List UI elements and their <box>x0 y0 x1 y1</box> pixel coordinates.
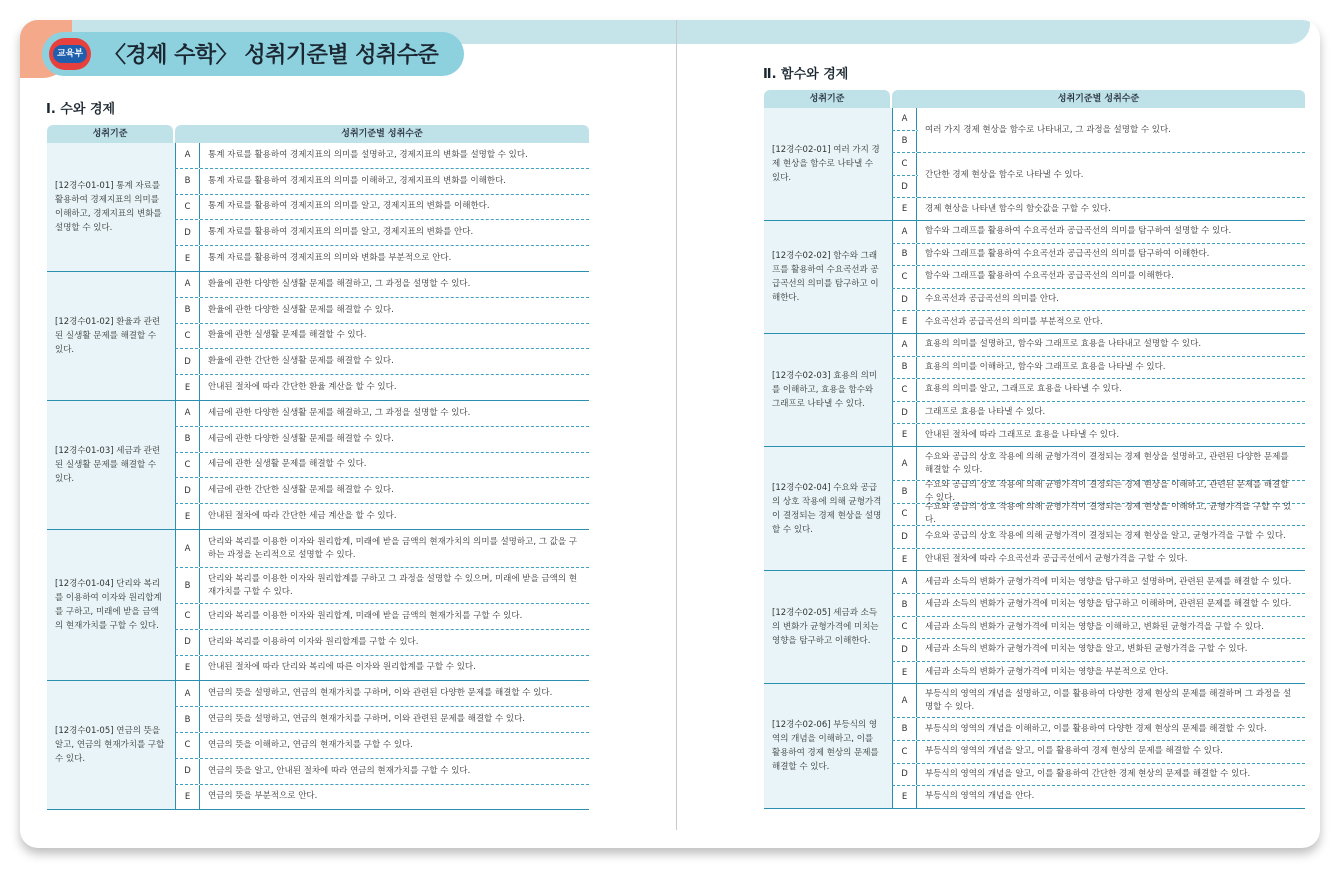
level-row <box>175 195 589 221</box>
level-description: 안내된 절차에 따라 수요곡선과 공급곡선에서 균형가격을 구할 수 있다. <box>925 554 1188 565</box>
level-row <box>175 478 589 504</box>
level-description: 부등식의 영역의 개념을 안다. <box>925 791 1035 802</box>
level-label: E <box>892 662 917 684</box>
level-label: D <box>892 176 917 198</box>
level-label: B <box>175 568 200 603</box>
level-row <box>175 681 589 707</box>
level-description: 세금에 관한 간단한 실생활 문제를 해결할 수 있다. <box>208 485 394 496</box>
level-label: E <box>892 198 917 220</box>
level-label: E <box>892 424 917 446</box>
merged-level-description: 간단한 경제 현상을 함수로 나타낼 수 있다. <box>918 153 1305 198</box>
level-row <box>892 289 1305 312</box>
level-label: D <box>175 478 200 503</box>
left-section-title: Ⅰ. 수와 경제 <box>46 102 116 117</box>
level-row <box>892 526 1305 549</box>
level-row <box>892 786 1305 809</box>
standard-text: [12경수02-04] 수요와 공급의 상호 작용에 의해 균형가격이 결정되는 경제 현상을 설명할 수 있다. <box>772 482 882 535</box>
level-row <box>892 549 1305 572</box>
level-label: C <box>175 324 200 349</box>
standard-group <box>47 681 589 810</box>
standard-group <box>764 684 1305 808</box>
level-label: B <box>175 707 200 732</box>
level-description: 함수와 그래프를 활용하여 수요곡선과 공급곡선의 의미를 탐구하여 이해한다. <box>925 248 1210 259</box>
level-description: 통계 자료를 활용하여 경제지표의 의미를 이해하고, 경제지표의 변화를 이해한다. <box>208 175 506 186</box>
level-row <box>175 427 589 453</box>
standard-text: [12경수02-06] 부등식의 영역의 개념을 이해하고, 이를 활용하여 경제 현상의 문제를 해결할 수 있다. <box>772 720 879 773</box>
standard-group <box>47 143 589 272</box>
level-label: A <box>175 681 200 706</box>
level-description: 안내된 절차에 따라 간단한 환율 계산을 할 수 있다. <box>208 382 397 393</box>
level-label: D <box>175 220 200 245</box>
level-description: 그래프로 효용을 나타낼 수 있다. <box>925 407 1046 418</box>
level-row <box>175 656 589 682</box>
level-row <box>892 504 1305 527</box>
level-description: 통계 자료를 활용하여 경제지표의 의미를 설명하고, 경제지표의 변화를 설명할 수 있다. <box>208 149 528 160</box>
level-description: 세금과 소득의 변화가 균형가격에 미치는 영향을 부분적으로 안다. <box>925 667 1169 678</box>
level-label: A <box>175 530 200 567</box>
level-description: 통계 자료를 활용하여 경제지표의 의미를 알고, 경제지표의 변화를 이해한다. <box>208 201 490 212</box>
level-row <box>175 504 589 530</box>
level-label: B <box>175 169 200 194</box>
standard-cell <box>47 143 175 272</box>
level-row <box>892 481 1305 504</box>
page-title: 〈경제 수학〉 성취기준별 성취수준 <box>104 43 439 68</box>
standard-cell <box>47 401 175 530</box>
level-label: C <box>175 733 200 758</box>
level-label: C <box>175 195 200 220</box>
standard-group <box>47 272 589 401</box>
level-label: B <box>892 244 917 266</box>
level-description: 수요와 공급의 상호 작용에 의해 균형가격이 결정되는 경제 현상을 이해하고, 균형가격을 구할 수 있다. <box>925 502 1292 526</box>
level-description: 세금과 소득의 변화가 균형가격에 미치는 영향을 탐구하고 설명하며, 관련된 문제를 해결할 수 있다. <box>925 576 1292 587</box>
level-row <box>175 733 589 759</box>
standard-group <box>764 571 1305 684</box>
level-row <box>175 630 589 656</box>
level-row <box>175 375 589 401</box>
level-row <box>892 617 1305 640</box>
level-label: C <box>175 604 200 629</box>
standard-group <box>764 447 1305 571</box>
level-description: 단리와 복리를 이용한 이자와 원리합계, 미래에 받을 금액의 현재가치의 의미를 설명하고, 그 값을 구하는 과정을 논리적으로 설명할 수 있다. <box>208 536 577 560</box>
level-label: C <box>892 741 917 763</box>
level-description: 연금의 뜻을 부분적으로 안다. <box>208 791 318 802</box>
level-description: 안내된 절차에 따라 단리와 복리에 따른 이자와 원리합계를 구할 수 있다. <box>208 662 476 673</box>
level-label: D <box>892 639 917 661</box>
level-description: 부등식의 영역의 개념을 알고, 이를 활용하여 경제 현상의 문제를 해결할 수 있다. <box>925 746 1223 757</box>
level-description: 부등식의 영역의 개념을 알고, 이를 활용하여 간단한 경제 현상의 문제를 해결할 수 있다. <box>925 768 1251 779</box>
level-description: 경제 현상을 나타낸 함수의 함숫값을 구할 수 있다. <box>925 203 1111 214</box>
level-row <box>892 266 1305 289</box>
level-label: A <box>892 684 917 717</box>
level-label: C <box>892 266 917 288</box>
left-header-levels: 성취기준별 성취수준 <box>175 125 589 143</box>
level-label: A <box>892 221 917 243</box>
level-description: 세금과 소득의 변화가 균형가격에 미치는 영향을 이해하고, 변화된 균형가격을 구할 수 있다. <box>925 621 1264 632</box>
standard-group <box>764 221 1305 334</box>
level-row <box>892 424 1305 447</box>
standard-cell <box>47 681 175 810</box>
level-description: 세금에 관한 실생활 문제를 해결할 수 있다. <box>208 459 367 470</box>
level-row <box>175 349 589 375</box>
level-label: D <box>175 630 200 655</box>
level-row <box>892 357 1305 380</box>
standard-text: [12경수02-05] 세금과 소득의 변화가 균형가격에 미치는 영향을 탐구하고 이해한다. <box>772 608 879 647</box>
level-label: D <box>892 764 917 786</box>
level-label: D <box>892 289 917 311</box>
level-description: 단리와 복리를 이용하여 이자와 원리합계를 구할 수 있다. <box>208 636 419 647</box>
standard-cell <box>764 571 892 684</box>
level-description: 수요와 공급의 상호 작용에 의해 균형가격이 결정되는 경제 현상을 이해하고, 관련된 문제를 해결할 수 있다. <box>925 479 1289 503</box>
standard-group <box>47 401 589 530</box>
level-label: C <box>892 153 917 175</box>
standard-text: [12경수02-02] 함수와 그래프를 활용하여 수요곡선과 공급곡선의 의미를 탐구하고 이해한다. <box>772 251 879 303</box>
level-description: 세금에 관한 다양한 실생활 문제를 해결하고, 그 과정을 설명할 수 있다. <box>208 407 471 418</box>
level-row <box>175 530 589 568</box>
standard-group <box>47 530 589 681</box>
level-row <box>175 759 589 785</box>
level-label: C <box>175 453 200 478</box>
right-header-standard: 성취기준 <box>764 90 890 108</box>
level-label: E <box>175 656 200 681</box>
level-description: 함수와 그래프를 활용하여 수요곡선과 공급곡선의 의미를 이해한다. <box>925 271 1174 282</box>
right-header-levels: 성취기준별 성취수준 <box>892 90 1305 108</box>
level-description: 연금의 뜻을 설명하고, 연금의 현재가치를 구하며, 이와 관련된 다양한 문제를 해결할 수 있다. <box>208 688 553 699</box>
level-label: B <box>892 357 917 379</box>
level-description: 함수와 그래프를 활용하여 수요곡선과 공급곡선의 의미를 탐구하여 설명할 수 있다. <box>925 226 1232 237</box>
level-row <box>175 401 589 427</box>
level-description: 부등식의 영역의 개념을 이해하고, 이를 활용하여 다양한 경제 현상의 문제를 해결할 수 있다. <box>925 723 1267 734</box>
level-row <box>175 272 589 298</box>
level-label: A <box>175 143 200 168</box>
level-row <box>892 379 1305 402</box>
standard-text: [12경수01-04] 단리와 복리를 이용하여 이자와 원리합계를 구하고, 미래에 받을 금액의 현재가치를 구할 수 있다. <box>55 579 162 632</box>
standard-cell <box>764 334 892 447</box>
level-description: 수요곡선과 공급곡선의 의미를 부분적으로 안다. <box>925 316 1103 327</box>
standard-group <box>764 334 1305 447</box>
level-label: B <box>892 481 917 503</box>
level-label: A <box>175 401 200 426</box>
level-row <box>892 684 1305 718</box>
level-row <box>892 718 1305 741</box>
level-description: 수요와 공급의 상호 작용에 의해 균형가격이 결정되는 경제 현상을 알고, 균형가격을 구할 수 있다. <box>925 531 1286 542</box>
level-label: E <box>892 549 917 571</box>
level-row <box>892 662 1305 685</box>
level-label: D <box>892 402 917 424</box>
level-row <box>175 453 589 479</box>
level-label: E <box>175 785 200 810</box>
level-label: B <box>892 718 917 740</box>
level-description: 환율에 관한 다양한 실생활 문제를 해결할 수 있다. <box>208 304 394 315</box>
level-description: 세금과 소득의 변화가 균형가격에 미치는 영향을 알고, 변화된 균형가격을 구할 수 있다. <box>925 644 1248 655</box>
level-label: E <box>892 786 917 808</box>
level-label: E <box>175 504 200 529</box>
level-row <box>175 324 589 350</box>
level-description: 안내된 절차에 따라 간단한 세금 계산을 할 수 있다. <box>208 511 397 522</box>
standard-text: [12경수01-02] 환율과 관련된 실생활 문제를 해결할 수 있다. <box>55 317 161 355</box>
level-description: 안내된 절차에 따라 그래프로 효용을 나타낼 수 있다. <box>925 429 1120 440</box>
level-row <box>175 169 589 195</box>
level-description: 환율에 관한 실생활 문제를 해결할 수 있다. <box>208 330 367 341</box>
level-label: A <box>892 447 917 480</box>
document-spread <box>20 20 1320 848</box>
merged-level-description: 여러 가지 경제 현상을 함수로 나타내고, 그 과정을 설명할 수 있다. <box>918 108 1305 153</box>
level-label: B <box>892 594 917 616</box>
level-label: A <box>175 272 200 297</box>
level-row <box>892 764 1305 787</box>
level-label: E <box>175 246 200 271</box>
level-row <box>175 785 589 811</box>
level-row <box>175 298 589 324</box>
level-description: 통계 자료를 활용하여 경제지표의 의미를 알고, 경제지표의 변화를 안다. <box>208 227 474 238</box>
level-label: C <box>892 504 917 526</box>
standard-group <box>764 108 1305 221</box>
level-row <box>892 221 1305 244</box>
standard-cell <box>764 447 892 571</box>
standard-cell <box>764 108 892 221</box>
level-label: A <box>892 571 917 593</box>
level-label: E <box>892 311 917 333</box>
level-description: 환율에 관한 다양한 실생활 문제를 해결하고, 그 과정을 설명할 수 있다. <box>208 278 471 289</box>
level-row <box>175 220 589 246</box>
level-description: 연금의 뜻을 설명하고, 연금의 현재가치를 구하며, 이와 관련된 문제를 해결할 수 있다. <box>208 714 526 725</box>
level-label: C <box>892 379 917 401</box>
level-row <box>175 246 589 272</box>
level-row <box>175 707 589 733</box>
level-label: B <box>892 131 917 153</box>
level-row <box>892 311 1305 334</box>
level-label: D <box>175 349 200 374</box>
level-description: 수요곡선과 공급곡선의 의미를 안다. <box>925 294 1059 305</box>
level-row <box>892 402 1305 425</box>
level-row <box>175 568 589 604</box>
level-description: 통계 자료를 활용하여 경제지표의 의미와 변화를 부분적으로 안다. <box>208 253 452 264</box>
level-label: B <box>175 427 200 452</box>
level-description: 효용의 의미를 이해하고, 함수와 그래프로 효용을 나타낼 수 있다. <box>925 361 1166 372</box>
level-description: 세금과 소득의 변화가 균형가격에 미치는 영향을 탐구하고 이해하며, 관련된 문제를 해결할 수 있다. <box>925 599 1292 610</box>
level-label: A <box>892 108 917 130</box>
level-row <box>892 571 1305 594</box>
standard-text: [12경수02-03] 효용의 의미를 이해하고, 효용을 함수와 그래프로 나타낼 수 있다. <box>772 371 878 409</box>
level-description: 단리와 복리를 이용한 이자와 원리합계를 구하고 그 과정을 설명할 수 있으며, 미래에 받을 금액의 현재가치를 구할 수 있다. <box>208 573 577 597</box>
publisher-label: 교육부 <box>53 45 87 63</box>
level-label: C <box>892 617 917 639</box>
level-row <box>892 639 1305 662</box>
publisher-logo <box>49 38 91 70</box>
level-row <box>175 604 589 630</box>
standard-cell <box>47 272 175 401</box>
level-row <box>892 198 1305 221</box>
level-description: 단리와 복리를 이용한 이자와 원리합계, 미래에 받을 금액의 현재가치를 구할 수 있다. <box>208 610 523 621</box>
standard-text: [12경수02-01] 여러 가지 경제 현상을 함수로 나타낼 수 있다. <box>772 145 880 183</box>
level-row <box>892 244 1305 267</box>
standard-cell <box>764 221 892 334</box>
level-description: 세금에 관한 다양한 실생활 문제를 해결할 수 있다. <box>208 433 394 444</box>
level-label: B <box>175 298 200 323</box>
level-row <box>892 594 1305 617</box>
level-label: A <box>892 334 917 356</box>
level-description: 수요와 공급의 상호 작용에 의해 균형가격이 결정되는 경제 현상을 설명하고, 관련된 다양한 문제를 해결할 수 있다. <box>925 451 1289 475</box>
level-description: 연금의 뜻을 알고, 안내된 절차에 따라 연금의 현재가치를 구할 수 있다. <box>208 765 471 776</box>
standard-cell <box>764 684 892 808</box>
level-label: E <box>175 375 200 400</box>
level-label: D <box>892 526 917 548</box>
right-section-title: Ⅱ. 함수와 경제 <box>763 67 849 82</box>
level-row <box>892 741 1305 764</box>
level-row <box>892 447 1305 481</box>
level-description: 효용의 의미를 알고, 그래프로 효용을 나타낼 수 있다. <box>925 384 1122 395</box>
level-description: 환율에 관한 간단한 실생활 문제를 해결할 수 있다. <box>208 356 394 367</box>
standard-cell <box>47 530 175 681</box>
page-gutter <box>676 20 677 830</box>
level-row <box>175 143 589 169</box>
standard-text: [12경수01-03] 세금과 관련된 실생활 문제를 해결할 수 있다. <box>55 446 161 484</box>
standard-text: [12경수01-01] 통계 자료를 활용하여 경제지표의 의미를 이해하고, 경제지표의 변화를 설명할 수 있다. <box>55 181 162 233</box>
left-header-standard: 성취기준 <box>47 125 173 143</box>
standard-text: [12경수01-05] 연금의 뜻을 알고, 연금의 현재가치를 구할 수 있다. <box>55 726 165 765</box>
level-description: 부등식의 영역의 개념을 설명하고, 이를 활용하여 다양한 경제 현상의 문제를 해결하며 그 과정을 설명할 수 있다. <box>925 688 1292 712</box>
level-description: 효용의 의미를 설명하고, 함수와 그래프로 효용을 나타내고 설명할 수 있다. <box>925 339 1202 350</box>
level-label: D <box>175 759 200 784</box>
level-row <box>892 334 1305 357</box>
level-description: 연금의 뜻을 이해하고, 연금의 현재가치를 구할 수 있다. <box>208 739 413 750</box>
